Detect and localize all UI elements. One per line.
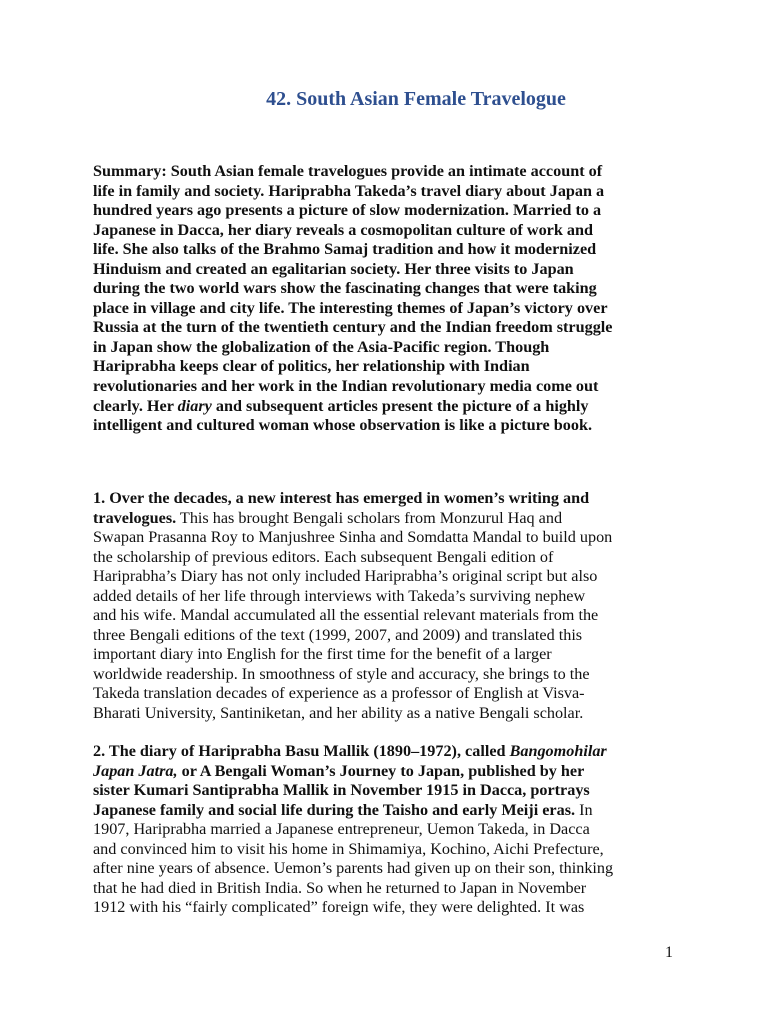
summary-line: life. She also talks of the Brahmo Samaj tradition and how it modernized xyxy=(93,240,597,259)
paragraph-2-line: 1912 with his “fairly complicated” foreign wife, they were delighted. It was xyxy=(93,898,585,917)
paragraph-2-line: and convinced him to visit his home in Shimamiya, Kochino, Aichi Prefecture, xyxy=(93,839,604,858)
paragraph-1-line: 1. Over the decades, a new interest has emerged in women’s writing and xyxy=(93,489,590,507)
paragraph-2-line: sister Kumari Santiprabha Mallik in November 1915 in Dacca, portrays xyxy=(93,781,590,800)
paragraph-1-line: worldwide readership. In smoothness of style and accuracy, she brings to the xyxy=(93,664,590,683)
paragraph-2 xyxy=(93,742,613,918)
paragraph-2-bold-text: 2. The diary of Hariprabha Basu Mallik (1890–1972), called xyxy=(93,742,510,760)
summary-line: hundred years ago presents a picture of slow modernization. Married to a xyxy=(93,201,602,220)
paragraph-1-bold-text: travelogues. xyxy=(93,508,177,527)
paragraph-2-line xyxy=(93,801,613,821)
page-number: 1 xyxy=(665,944,673,961)
paragraph-1-line: Swapan Prasanna Roy to Manjushree Sinha and Somdatta Mandal to build upon xyxy=(93,528,613,547)
paragraph-2-line: after nine years of absence. Uemon’s parents had given up on their son, thinking xyxy=(93,859,614,878)
paragraph-1-line: added details of her life through interviews with Takeda’s surviving nephew xyxy=(93,586,586,605)
paragraph-2-line xyxy=(93,742,613,762)
summary-line: during the two world wars show the fascinating changes that were taking xyxy=(93,279,597,298)
paragraph-1-line: Hariprabha’s Diary has not only included Hariprabha’s original script but also xyxy=(93,567,598,586)
summary-line xyxy=(93,397,613,417)
paragraph-1-line: Bharati University, Santiniketan, and her ability as a native Bengali scholar. xyxy=(93,704,584,723)
paragraph-2-line: 1907, Hariprabha married a Japanese entrepreneur, Uemon Takeda, in Dacca xyxy=(93,820,590,839)
paragraph-2-bold-text: or A Bengali Woman’s Journey to Japan, published by her xyxy=(177,761,585,780)
paragraph-2-book-title: Japan Jatra, xyxy=(93,761,178,780)
summary-line: in Japan show the globalization of the Asia-Pacific region. Though xyxy=(93,337,550,356)
paragraph-2-line: that he had died in British India. So when he returned to Japan in November xyxy=(93,878,587,897)
paragraph-1-line: Takeda translation decades of experience as a professor of English at Visva- xyxy=(93,684,585,703)
paragraph-2-text: In xyxy=(575,800,593,819)
summary-line: revolutionaries and her work in the Indian revolutionary media come out xyxy=(93,377,599,396)
page-title: 42. South Asian Female Travelogue xyxy=(266,88,566,110)
summary-line: Hinduism and created an egalitarian society. Her three visits to Japan xyxy=(93,259,574,278)
summary-text: clearly. Her xyxy=(93,396,178,415)
paragraph-1-line xyxy=(93,509,612,529)
paragraph-2-bold-text: Japanese family and social life during the Taisho and early Meiji eras. xyxy=(93,800,576,819)
paragraph-1-line: and his wife. Mandal accumulated all the essential relevant materials from the xyxy=(93,606,599,625)
paragraph-1-line: the scholarship of previous editors. Each subsequent Bengali edition of xyxy=(93,547,554,566)
summary-text: and subsequent articles present the picture of a highly xyxy=(211,396,589,415)
summary-paragraph xyxy=(93,162,613,436)
summary-line: Summary: South Asian female travelogues provide an intimate account of xyxy=(93,162,603,180)
summary-line: Japanese in Dacca, her diary reveals a cosmopolitan culture of work and xyxy=(93,220,594,239)
summary-line: life in family and society. Hariprabha Takeda’s travel diary about Japan a xyxy=(93,181,605,200)
summary-line: Russia at the turn of the twentieth century and the Indian freedom struggle xyxy=(93,318,613,337)
paragraph-1 xyxy=(93,489,612,724)
summary-emphasis: diary xyxy=(177,396,212,415)
paragraph-1-line: important diary into English for the first time for the benefit of a larger xyxy=(93,645,552,664)
summary-line: Hariprabha keeps clear of politics, her relationship with Indian xyxy=(93,357,530,376)
paragraph-1-text: This has brought Bengali scholars from Monzurul Haq and xyxy=(176,508,563,527)
summary-line: intelligent and cultured woman whose observation is like a picture book. xyxy=(93,416,593,435)
paragraph-2-book-title: Bangomohilar xyxy=(509,742,607,760)
paragraph-1-line: three Bengali editions of the text (1999, 2007, and 2009) and translated this xyxy=(93,625,583,644)
paragraph-2-line xyxy=(93,762,613,782)
summary-line: place in village and city life. The interesting themes of Japan’s victory over xyxy=(93,298,608,317)
